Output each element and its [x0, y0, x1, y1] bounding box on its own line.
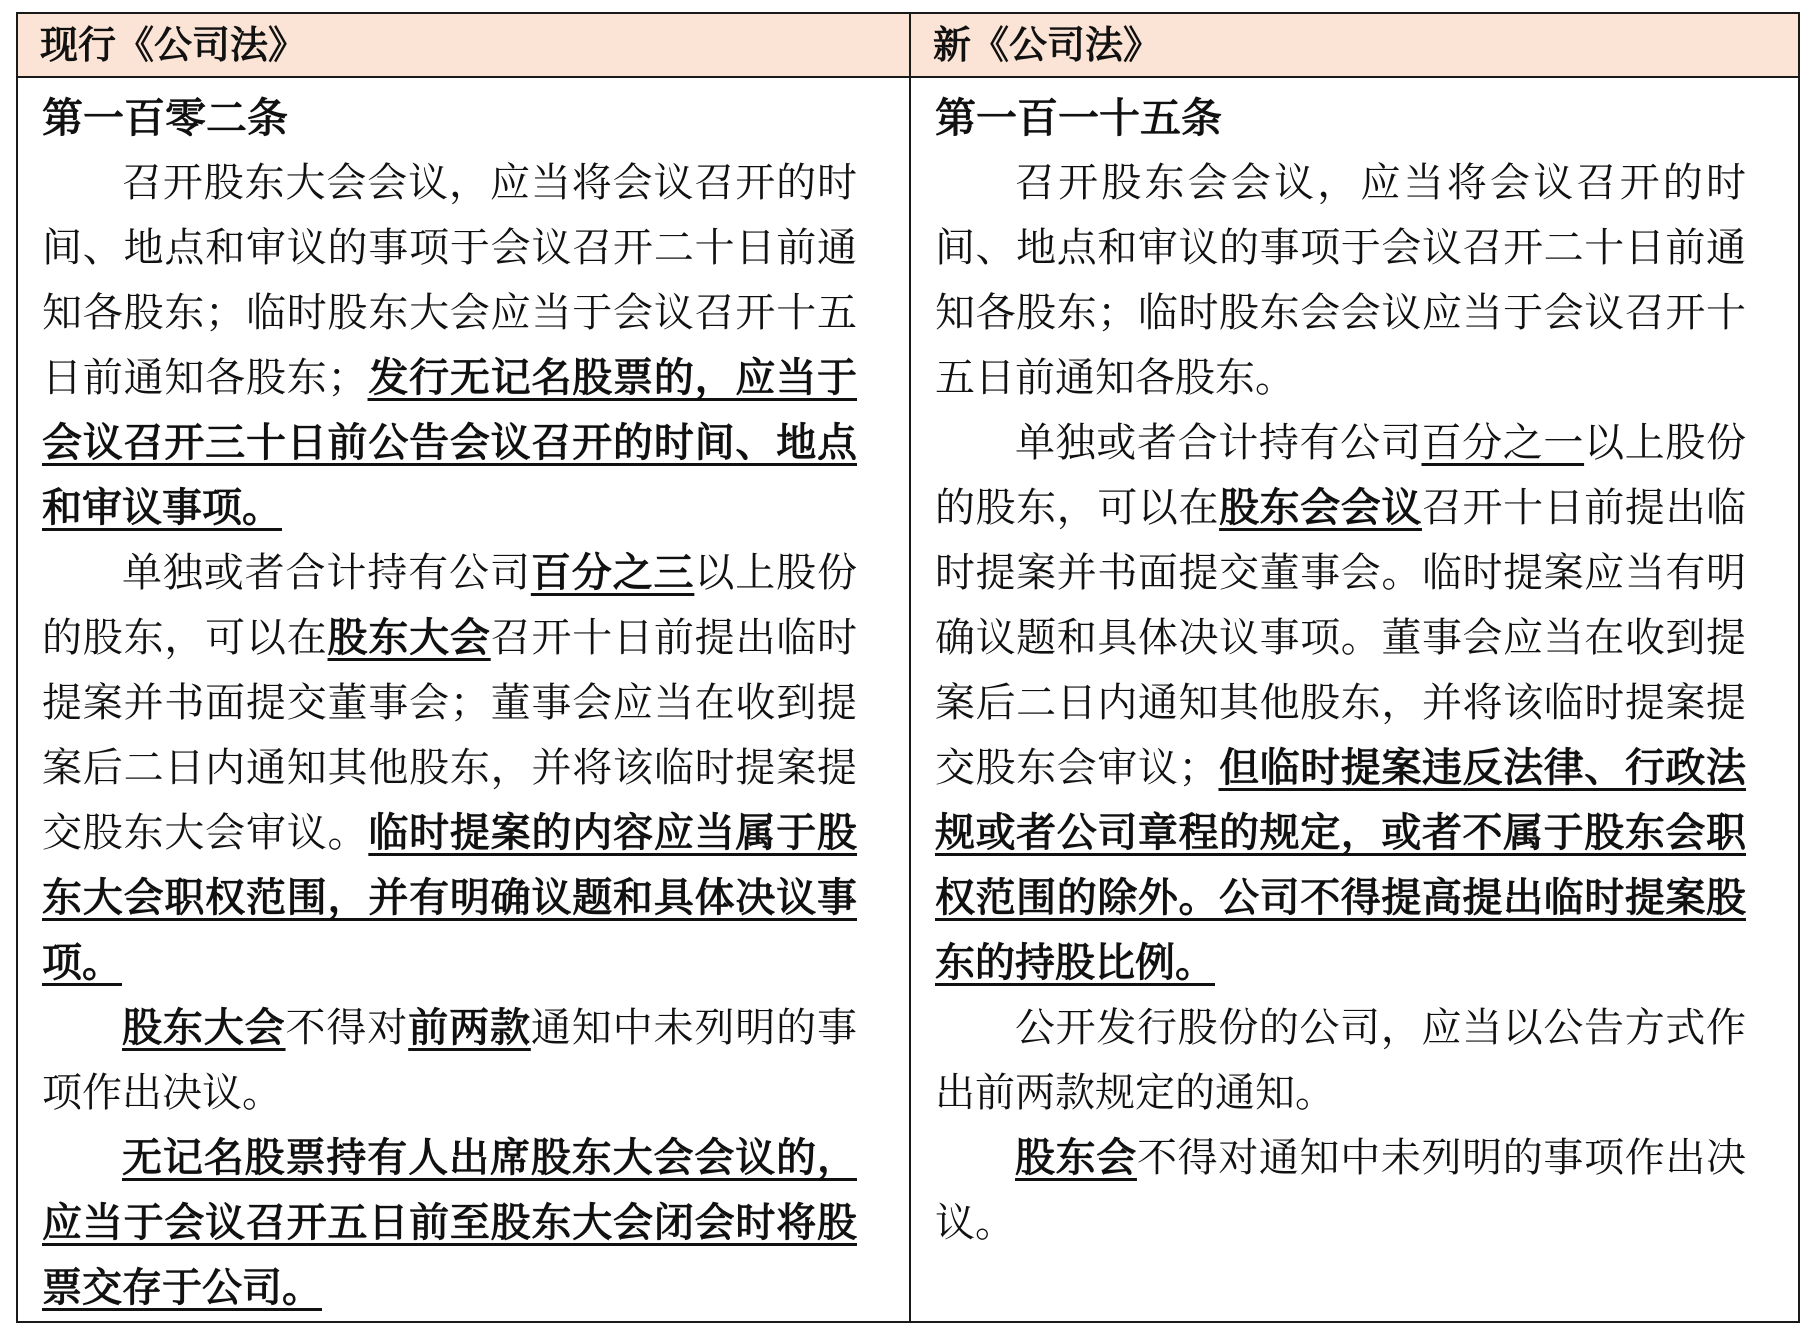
- new-law-cell: [910, 77, 1799, 1322]
- new-article-title: 第一百一十五条: [935, 94, 1222, 142]
- paragraph-text: 通知中未列明的事项作出决议。: [42, 1005, 858, 1116]
- highlighted-change-text: 百分之三: [530, 550, 695, 596]
- paragraph-text: 召开股东大会会议，应当将会议召开的时间、地点和审议的事项于会议召开二十日前通知各股东；临时股东大会应当于会议召开十五日前通知各股东；: [42, 160, 857, 401]
- highlighted-change-text: 临时提案的内容应当属于股东大会职权范围，并有明确议题和具体决议事项。: [42, 810, 858, 986]
- highlighted-change-text: 发行无记名股票的，应当于会议召开三十日前公告会议召开的时间、地点和审议事项。: [42, 355, 858, 531]
- law-comparison-table: [16, 12, 1800, 1323]
- current-paragraph-4: [42, 1126, 857, 1321]
- paragraph-text: 不得对通知中未列明的事项作出决议。: [935, 1135, 1747, 1246]
- new-paragraph-3: [935, 996, 1746, 1126]
- current-law-cell: [17, 77, 910, 1322]
- header-row: [17, 13, 1799, 77]
- current-paragraph-3: [42, 996, 857, 1126]
- paragraph-text: 召开十日前提出临时提案并书面提交董事会；董事会应当在收到提案后二日内通知其他股东，并将该临时提案提交股东大会审议。: [42, 615, 858, 856]
- paragraph-text: 召开十日前提出临时提案并书面提交董事会。临时提案应当有明确议题和具体决议事项。董事会应当在收到提案后二日内通知其他股东，并将该临时提案提交股东会审议；: [935, 485, 1747, 791]
- content-row: [17, 77, 1799, 1322]
- paragraph-text: 以上股份的股东，可以在: [42, 550, 858, 661]
- header-new-law: 新《公司法》: [910, 13, 1799, 77]
- current-article-title: 第一百零二条: [42, 94, 288, 142]
- current-paragraph-1: [42, 151, 857, 541]
- paragraph-text: 召开股东会会议，应当将会议召开的时间、地点和审议的事项于会议召开二十日前通知各股东；临时股东会会议应当于会议召开十五日前通知各股东。: [935, 160, 1746, 401]
- new-paragraph-1: [935, 151, 1746, 411]
- highlighted-change-text: 但临时提案违反法律、行政法规或者公司章程的规定，或者不属于股东会职权范围的除外。公司不得提高提出临时提案股东的持股比例。: [935, 745, 1747, 986]
- new-paragraph-2: [935, 411, 1746, 996]
- header-current-law: 现行《公司法》: [17, 13, 910, 77]
- underlined-change-text: 百分之一: [1421, 420, 1585, 466]
- paragraph-text: 单独或者合计持有公司: [122, 550, 531, 596]
- highlighted-change-text: 股东会: [1015, 1135, 1137, 1181]
- current-paragraph-2: [42, 541, 857, 996]
- highlighted-change-text: 前两款: [408, 1005, 531, 1051]
- paragraph-text: 公开发行股份的公司，应当以公告方式作出前两款规定的通知。: [935, 1005, 1746, 1116]
- highlighted-change-text: 股东大会: [327, 615, 491, 661]
- new-paragraph-4: [935, 1126, 1746, 1256]
- paragraph-text: 不得对: [285, 1005, 409, 1051]
- paragraph-text: 单独或者合计持有公司: [1015, 420, 1422, 466]
- highlighted-change-text: 股东会会议: [1219, 485, 1422, 531]
- highlighted-change-text: 股东大会: [122, 1005, 286, 1051]
- paragraph-text: 以上股份的股东，可以在: [935, 420, 1747, 531]
- highlighted-change-text: 无记名股票持有人出席股东大会会议的，应当于会议召开五日前至股东大会闭会时将股票交存于公司。: [42, 1135, 857, 1311]
